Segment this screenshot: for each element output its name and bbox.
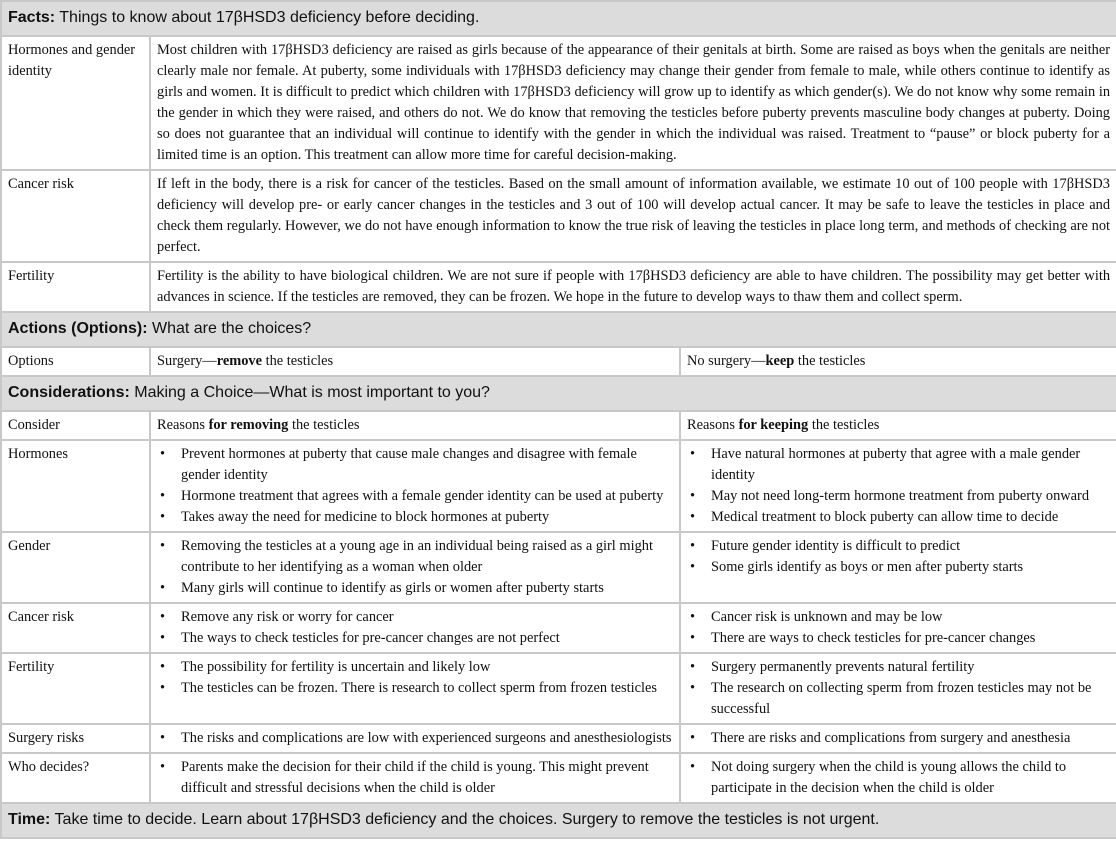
- facts-row-cancer-risk: [1, 170, 1116, 262]
- reasons-remove-cell: [150, 532, 680, 603]
- bullet-list: [157, 728, 673, 749]
- consideration-row: [1, 532, 1116, 603]
- actions-heading-row: [1, 312, 1116, 347]
- actions-heading: Actions (Options): What are the choices?: [1, 312, 1116, 347]
- row-label: Fertility: [1, 262, 150, 312]
- bullet-item: • There are ways to check testicles for pre-cancer changes: [687, 628, 1110, 649]
- row-text: If left in the body, there is a risk for cancer of the testicles. Based on the small amount of information available, we estimate 10 out of 100 people with 17βHSD3 deficiency will develop pre- or early cancer changes in the testicles and 3 out of 100 will develop actual cancer. It may be safe to leave the testicles in place and check them regularly. However, we do not have enough information to know the true risk of leaving the testicles in place long term, and methods of checking are not perfect.: [150, 170, 1116, 262]
- reasons-keep-cell: [680, 603, 1116, 653]
- consideration-row: [1, 440, 1116, 532]
- row-label: Cancer risk: [1, 603, 150, 653]
- facts-heading-row: [1, 1, 1116, 36]
- facts-heading: Facts: Things to know about 17βHSD3 deficiency before deciding.: [1, 1, 1116, 36]
- bullet-item: • Some girls identify as boys or men after puberty starts: [687, 557, 1110, 578]
- bullet-list: [687, 607, 1110, 649]
- facts-row-fertility: [1, 262, 1116, 312]
- bullet-item: • Prevent hormones at puberty that cause male changes and disagree with female gender identity: [157, 444, 673, 486]
- row-label: Who decides?: [1, 753, 150, 803]
- considerations-heading: Considerations: Making a Choice—What is most important to you?: [1, 376, 1116, 411]
- bullet-list: [687, 728, 1110, 749]
- reasons-remove-cell: [150, 753, 680, 803]
- bullet-item: • Parents make the decision for their child if the child is young. This might prevent difficult and stressful decisions when the child is older: [157, 757, 673, 799]
- bullet-list: [157, 657, 673, 699]
- reasons-keep-cell: [680, 532, 1116, 603]
- time-heading: Time: Take time to decide. Learn about 17βHSD3 deficiency and the choices. Surgery to remove the testicles is not urgent.: [1, 803, 1116, 838]
- bullet-item: • Future gender identity is difficult to predict: [687, 536, 1110, 557]
- time-heading-row: [1, 803, 1116, 838]
- bullet-list: [687, 444, 1110, 528]
- reasons-keep-cell: [680, 653, 1116, 724]
- row-label: Hormones and gender identity: [1, 36, 150, 170]
- bullet-list: [157, 536, 673, 599]
- reasons-remove-cell: [150, 440, 680, 532]
- reasons-keep-cell: [680, 753, 1116, 803]
- consideration-row: [1, 603, 1116, 653]
- reasons-remove-cell: [150, 603, 680, 653]
- bullet-item: • Takes away the need for medicine to block hormones at puberty: [157, 507, 673, 528]
- bullet-list: [157, 757, 673, 799]
- consideration-row: [1, 724, 1116, 753]
- bullet-list: [157, 444, 673, 528]
- row-label: Consider: [1, 411, 150, 440]
- bullet-item: • The possibility for fertility is uncertain and likely low: [157, 657, 673, 678]
- reasons-remove-cell: [150, 724, 680, 753]
- row-label: Gender: [1, 532, 150, 603]
- bullet-item: • Removing the testicles at a young age in an individual being raised as a girl might contribute to her identifying as a woman when older: [157, 536, 673, 578]
- bullet-item: • Not doing surgery when the child is young allows the child to participate in the decision when the child is older: [687, 757, 1110, 799]
- reasons-keep-cell: [680, 440, 1116, 532]
- bullet-item: • The testicles can be frozen. There is research to collect sperm from frozen testicles: [157, 678, 673, 699]
- bullet-item: • Have natural hormones at puberty that agree with a male gender identity: [687, 444, 1110, 486]
- bullet-list: [687, 757, 1110, 799]
- reasons-keep-cell: [680, 724, 1116, 753]
- row-label: Options: [1, 347, 150, 376]
- bullet-item: • Surgery permanently prevents natural fertility: [687, 657, 1110, 678]
- row-text: Fertility is the ability to have biological children. We are not sure if people with 17βHSD3 deficiency are able to have children. The possibility may get better with advances in science. If the testicles are removed, they can be frozen. We hope in the future to develop ways to thaw them and collect sperm.: [150, 262, 1116, 312]
- row-label: Surgery risks: [1, 724, 150, 753]
- bullet-item: • Hormone treatment that agrees with a female gender identity can be used at puberty: [157, 486, 673, 507]
- bullet-item: • The risks and complications are low with experienced surgeons and anesthesiologists: [157, 728, 673, 749]
- bullet-list: [157, 607, 673, 649]
- reasons-remove-cell: [150, 653, 680, 724]
- bullet-item: • The ways to check testicles for pre-cancer changes are not perfect: [157, 628, 673, 649]
- bullet-item: • Many girls will continue to identify as girls or women after puberty starts: [157, 578, 673, 599]
- facts-row-hormones: [1, 36, 1116, 170]
- consideration-row: [1, 753, 1116, 803]
- remove-column-header: Reasons for removing the testicles: [150, 411, 680, 440]
- bullet-list: [687, 657, 1110, 720]
- option-remove: Surgery—remove the testicles: [150, 347, 680, 376]
- bullet-item: • Cancer risk is unknown and may be low: [687, 607, 1110, 628]
- option-keep: No surgery—keep the testicles: [680, 347, 1116, 376]
- considerations-heading-row: [1, 376, 1116, 411]
- bullet-item: • There are risks and complications from surgery and anesthesia: [687, 728, 1110, 749]
- row-text: Most children with 17βHSD3 deficiency are raised as girls because of the appearance of their genitals at birth. Some are raised as boys when the genitals are neither clearly male nor female. At puberty, some individuals with 17βHSD3 deficiency may change their gender from female to male, while others continue to identify as girls and women. It is difficult to predict which children with 17βHSD3 deficiency will grow up to identify as which gender(s). We do not know why some remain in the gender in which they were raised, and others do not. We do know that removing the testicles before puberty prevents masculine body changes at puberty. Doing so does not guarantee that an individual will continue to identify with the gender in which the individual was raised. Treatment to “pause” or block puberty for a limited time is an option. This treatment can allow more time for careful decision-making.: [150, 36, 1116, 170]
- bullet-item: • Remove any risk or worry for cancer: [157, 607, 673, 628]
- bullet-list: [687, 536, 1110, 578]
- consideration-row: [1, 653, 1116, 724]
- keep-column-header: Reasons for keeping the testicles: [680, 411, 1116, 440]
- row-label: Hormones: [1, 440, 150, 532]
- row-label: Cancer risk: [1, 170, 150, 262]
- bullet-item: • Medical treatment to block puberty can allow time to decide: [687, 507, 1110, 528]
- bullet-item: • May not need long-term hormone treatment from puberty onward: [687, 486, 1110, 507]
- considerations-header-row: [1, 411, 1116, 440]
- bullet-item: • The research on collecting sperm from frozen testicles may not be successful: [687, 678, 1110, 720]
- row-label: Fertility: [1, 653, 150, 724]
- options-row: [1, 347, 1116, 376]
